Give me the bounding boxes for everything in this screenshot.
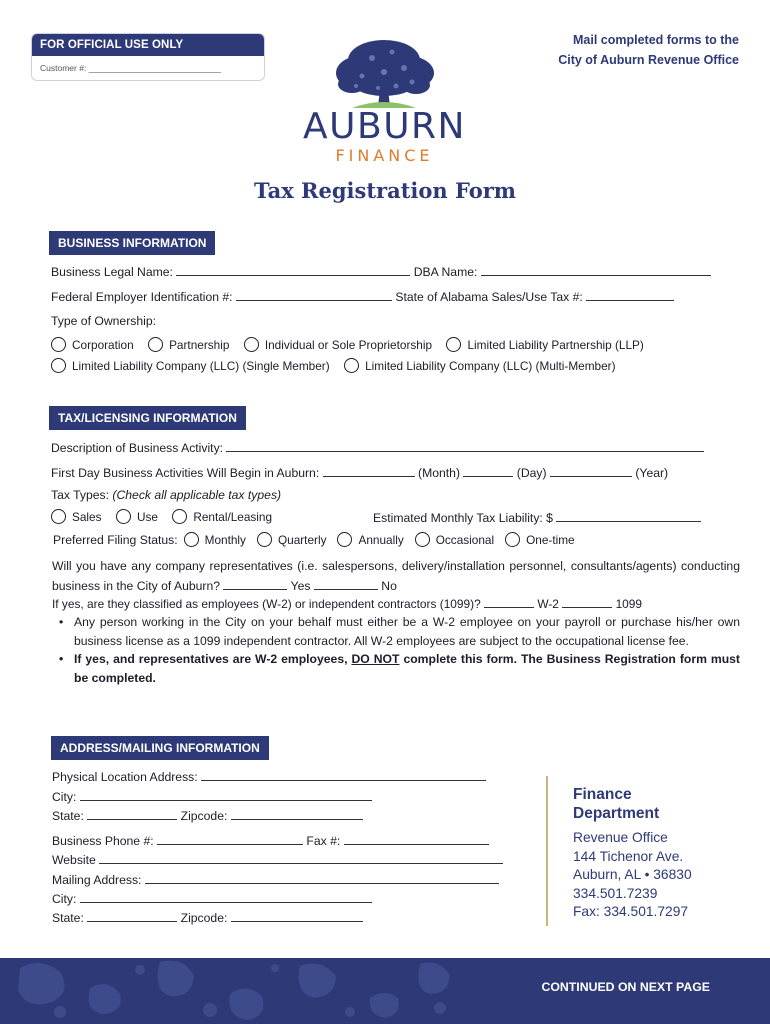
ownership-llc-single[interactable]: Limited Liability Company (LLC) (Single Member)	[51, 358, 330, 373]
radio-icon[interactable]	[51, 337, 66, 352]
radio-icon[interactable]	[244, 337, 259, 352]
state-zip-row-1	[52, 808, 363, 823]
yes-field[interactable]	[223, 578, 287, 590]
dba-label: DBA Name:	[413, 265, 478, 279]
tax-types-options	[51, 509, 283, 527]
state-tax-field[interactable]	[586, 289, 674, 301]
contact-city: Auburn, AL • 36830	[573, 867, 692, 882]
radio-icon[interactable]	[446, 337, 461, 352]
zip-field[interactable]	[231, 808, 363, 820]
mailing-zip-field[interactable]	[231, 910, 363, 922]
fein-row	[51, 289, 674, 304]
contact-details	[573, 829, 692, 922]
zip-label: Zipcode:	[180, 911, 228, 925]
year-label: (Year)	[635, 466, 669, 480]
zip-label: Zipcode:	[180, 809, 228, 823]
filing-monthly[interactable]: Monthly	[184, 532, 246, 547]
month-label: (Month)	[418, 466, 461, 480]
legal-name-label: Business Legal Name:	[51, 265, 173, 279]
radio-icon[interactable]	[505, 532, 520, 547]
legal-name-row	[51, 264, 711, 279]
filing-status-label: Preferred Filing Status:	[53, 532, 178, 547]
fax-label: Fax #:	[306, 834, 341, 848]
radio-icon[interactable]	[172, 509, 187, 524]
phone-fax-row	[52, 833, 489, 848]
customer-number-field[interactable]: Customer #: ____________________________	[40, 63, 222, 73]
contact-street: 144 Tichenor Ave.	[573, 848, 684, 864]
notes-list	[58, 613, 740, 687]
tax-types-label: Tax Types:	[51, 488, 110, 502]
classification-row	[52, 596, 642, 611]
mailing-address-label: Mailing Address:	[52, 873, 142, 887]
radio-icon[interactable]	[184, 532, 199, 547]
question1-text: Will you have any company representatives (i.e. salespersons, delivery/installation personnel, consultants/agents) conducting business in the City of Auburn?	[52, 559, 740, 593]
no-field[interactable]	[314, 578, 378, 590]
note-do-not-complete: • If yes, and representatives are W-2 employees, DO NOT complete this form. The Business Registration form must be completed.	[58, 650, 740, 687]
w2-field[interactable]	[484, 596, 534, 608]
tax-type-rental[interactable]: Rental/Leasing	[172, 509, 272, 524]
logo-subtitle: FINANCE	[335, 146, 434, 165]
est-liability-field[interactable]	[556, 510, 701, 522]
website-label: Website	[52, 853, 96, 867]
contact-heading: Finance Department	[573, 786, 660, 822]
first-day-row	[51, 465, 668, 480]
contact-office: Revenue Office	[573, 830, 668, 845]
radio-icon[interactable]	[51, 509, 66, 524]
tax-info-heading: TAX/LICENSING INFORMATION	[49, 406, 246, 430]
ownership-llc-multi[interactable]: Limited Liability Company (LLC) (Multi-Member)	[344, 358, 615, 373]
note-w2-or-1099: • Any person working in the City on your behalf must either be a W-2 employee on your payroll or purchase his/her own business license as a 1099 independent contractor. All W-2 employees are subject to the occupational license fee.	[58, 613, 740, 650]
mail-note-line2: City of Auburn Revenue Office	[558, 53, 739, 67]
radio-icon[interactable]	[148, 337, 163, 352]
no-label: No	[381, 578, 397, 593]
ownership-corporation[interactable]: Corporation	[51, 337, 134, 352]
contact-fax: Fax: 334.501.7297	[573, 904, 689, 919]
state-label: State:	[52, 911, 84, 925]
radio-icon[interactable]	[337, 532, 352, 547]
radio-icon[interactable]	[415, 532, 430, 547]
question2-text: If yes, are they classified as employees (W-2) or independent contractors (1099)?	[52, 597, 481, 611]
mailing-address-field[interactable]	[145, 872, 499, 884]
first-day-label: First Day Business Activities Will Begin in Auburn:	[51, 466, 320, 480]
phone-field[interactable]	[157, 833, 303, 845]
tax-type-use[interactable]: Use	[116, 509, 158, 524]
filing-annually[interactable]: Annually	[337, 532, 403, 547]
description-label: Description of Business Activity:	[51, 441, 224, 455]
ownership-partnership[interactable]: Partnership	[148, 337, 229, 352]
ownership-label: Type of Ownership:	[51, 314, 156, 328]
website-row	[52, 852, 503, 867]
c1099-label: 1099	[615, 597, 643, 611]
filing-one-time[interactable]: One-time	[505, 532, 575, 547]
city-label: City:	[52, 790, 77, 804]
official-use-heading: FOR OFFICIAL USE ONLY	[32, 34, 264, 56]
business-info-heading: BUSINESS INFORMATION	[49, 231, 215, 255]
mail-note-line1: Mail completed forms to the	[573, 33, 739, 47]
tax-types-hint: (Check all applicable tax types)	[112, 488, 282, 502]
filing-occasional[interactable]: Occasional	[415, 532, 494, 547]
radio-icon[interactable]	[116, 509, 131, 524]
ownership-sole-proprietorship[interactable]: Individual or Sole Proprietorship	[244, 337, 432, 352]
auburn-finance-logo	[292, 28, 477, 168]
est-liability-label: Estimated Monthly Tax Liability: $	[373, 511, 553, 525]
filing-status-row	[53, 532, 586, 547]
filing-quarterly[interactable]: Quarterly	[257, 532, 327, 547]
logo-wordmark: AUBURN	[303, 106, 466, 147]
w2-label: W-2	[537, 597, 559, 611]
finance-contact	[573, 785, 692, 922]
address-info-heading: ADDRESS/MAILING INFORMATION	[51, 736, 269, 760]
tax-types-label-row	[51, 488, 281, 502]
yes-label: Yes	[290, 578, 311, 593]
month-field[interactable]	[323, 465, 415, 477]
ownership-llp[interactable]: Limited Liability Partnership (LLP)	[446, 337, 643, 352]
dba-field[interactable]	[481, 264, 711, 276]
fein-field[interactable]	[236, 289, 392, 301]
website-field[interactable]	[99, 852, 503, 864]
footer-band	[0, 958, 770, 1024]
form-title: Tax Registration Form	[253, 178, 517, 203]
physical-address-row	[52, 769, 486, 784]
city-row-2	[52, 891, 372, 906]
physical-address-label: Physical Location Address:	[52, 770, 198, 784]
fax-field[interactable]	[344, 833, 489, 845]
mail-note	[558, 30, 739, 70]
phone-label: Business Phone #:	[52, 834, 154, 848]
official-use-box	[31, 33, 265, 81]
ownership-options-row2	[51, 358, 627, 376]
fein-label: Federal Employer Identification #:	[51, 290, 233, 304]
mailing-address-row	[52, 872, 499, 887]
representatives-question	[52, 557, 740, 596]
legal-name-field[interactable]	[176, 264, 410, 276]
mailing-city-field[interactable]	[80, 891, 372, 903]
radio-icon[interactable]	[51, 358, 66, 373]
state-tax-label: State of Alabama Sales/Use Tax #:	[395, 290, 583, 304]
radio-icon[interactable]	[344, 358, 359, 373]
city-label: City:	[52, 892, 77, 906]
state-zip-row-2	[52, 910, 363, 925]
mailing-state-field[interactable]	[87, 910, 177, 922]
radio-icon[interactable]	[257, 532, 272, 547]
contact-divider	[546, 776, 548, 926]
city-row-1	[52, 789, 372, 804]
day-label: (Day)	[516, 466, 547, 480]
year-field[interactable]	[550, 465, 632, 477]
state-label: State:	[52, 809, 84, 823]
day-field[interactable]	[463, 465, 513, 477]
continued-label: CONTINUED ON NEXT PAGE	[541, 980, 710, 994]
contact-phone: 334.501.7239	[573, 885, 658, 901]
state-field[interactable]	[87, 808, 177, 820]
c1099-field[interactable]	[562, 596, 612, 608]
do-not-emphasis: DO NOT	[351, 652, 400, 666]
ownership-options-row1	[51, 337, 655, 355]
description-row	[51, 440, 704, 455]
physical-address-field[interactable]	[201, 769, 486, 781]
est-liability-row	[373, 510, 701, 525]
description-field[interactable]	[226, 440, 704, 452]
city-field[interactable]	[80, 789, 372, 801]
tax-type-sales[interactable]: Sales	[51, 509, 102, 524]
